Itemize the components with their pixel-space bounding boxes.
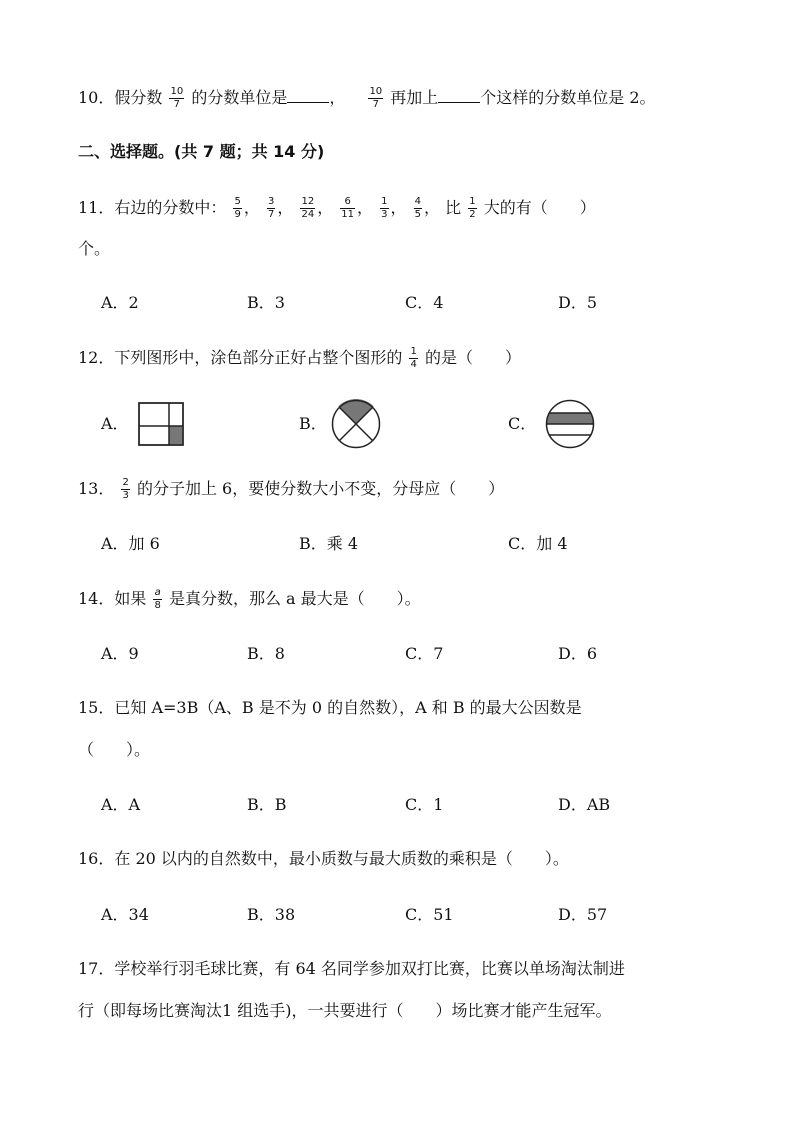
answer-blank[interactable] — [438, 88, 480, 103]
question-number: 15． — [78, 698, 115, 717]
fraction: $\frac{10}{7}$ — [369, 86, 383, 110]
circle-bands-figure-icon — [545, 399, 595, 449]
fraction: $\frac{1}{3}$ — [381, 196, 388, 220]
answer-blank[interactable] — [287, 88, 329, 103]
question-12: 12．下列图形中，涂色部分正好占整个图形的 $\frac{1}{4}$ 的是（ ） — [78, 346, 521, 370]
option-d[interactable]: D．6 — [558, 644, 598, 663]
question-number: 16． — [78, 849, 115, 868]
option-d[interactable]: D．5 — [558, 293, 598, 312]
option-b[interactable]: B．38 — [247, 905, 296, 924]
question-text: 个这样的分数单位是 2。 — [480, 88, 656, 107]
question-15-cont: （ ）。 — [78, 740, 151, 759]
option-b[interactable]: B．B — [247, 795, 287, 814]
option-c[interactable]: C．4 — [405, 293, 444, 312]
option-b[interactable]: B．8 — [247, 644, 285, 663]
question-text: 的分数单位是 — [191, 88, 288, 107]
option-a[interactable]: A．34 — [101, 905, 149, 924]
fraction: $\frac{a}{8}$ — [154, 587, 161, 611]
question-number: 14． — [78, 589, 115, 608]
option-a[interactable]: A．2 — [101, 293, 139, 312]
option-a[interactable]: A．加 6 — [101, 534, 160, 553]
question-11-cont: 个。 — [78, 239, 111, 258]
option-b[interactable]: B． — [299, 414, 327, 433]
option-b[interactable]: B．乘 4 — [299, 534, 359, 553]
question-15: 15．已知 A=3B（A、B 是不为 0 的自然数），A 和 B 的最大公因数是 — [78, 698, 582, 717]
question-11: 11．右边的分数中： $\frac{5}{9}$ ， $\frac{3}{7}$ ， $\frac{12}{24}$ ， $\frac{6}{11}$ ， $\frac{1}{3}$ ， $\frac{4}{5}$ ， 比 $\frac{1}{2}$ 大的有（ ） — [78, 196, 596, 220]
section-heading: 二、选择题。(共 7 题；共 14 分) — [78, 142, 325, 161]
question-17-cont: 行（即每场比赛淘汰1 组选手)，一共要进行（ ）场比赛才能产生冠军。 — [78, 1001, 612, 1020]
option-c[interactable]: C．1 — [405, 795, 444, 814]
option-c[interactable]: C． — [508, 414, 537, 433]
option-a[interactable]: A．A — [101, 795, 141, 814]
square-figure-icon — [138, 402, 184, 446]
option-b[interactable]: B．3 — [247, 293, 285, 312]
question-number: 12． — [78, 348, 115, 367]
fraction: $\frac{6}{11}$ — [341, 196, 355, 220]
question-13: 13． $\frac{2}{3}$ 的分子加上 6，要使分数大小不变，分母应（ ） — [78, 477, 505, 501]
fraction: $\frac{12}{24}$ — [301, 196, 315, 220]
question-16: 16．在 20 以内的自然数中，最小质数与最大质数的乘积是（ ）。 — [78, 849, 569, 868]
option-d[interactable]: D．57 — [558, 905, 608, 924]
option-d[interactable]: D．AB — [558, 795, 611, 814]
option-a[interactable]: A． — [101, 414, 129, 433]
fraction: $\frac{5}{9}$ — [234, 196, 241, 220]
fraction: $\frac{1}{2}$ — [469, 196, 476, 220]
fraction: $\frac{1}{4}$ — [410, 346, 417, 370]
question-number: 11． — [78, 198, 115, 217]
question-10: 10．假分数 $\frac{10}{7}$ 的分数单位是 ， $\frac{10}{7}$ 再加上 个这样的分数单位是 2。 — [78, 86, 656, 110]
option-c[interactable]: C．51 — [405, 905, 454, 924]
option-c[interactable]: C．加 4 — [508, 534, 568, 553]
option-c[interactable]: C．7 — [405, 644, 444, 663]
question-number: 10． — [78, 88, 115, 107]
circle-quarters-figure-icon — [331, 399, 381, 449]
question-number: 17． — [78, 959, 115, 978]
fraction: $\frac{3}{7}$ — [267, 196, 275, 220]
fraction: $\frac{2}{3}$ — [122, 477, 129, 501]
option-a[interactable]: A．9 — [101, 644, 139, 663]
question-17: 17．学校举行羽毛球比赛，有 64 名同学参加双打比赛，比赛以单场淘汰制进 — [78, 959, 625, 978]
fraction: $\frac{4}{5}$ — [414, 196, 421, 220]
question-text: 再加上 — [390, 88, 439, 107]
question-number: 13． — [78, 479, 115, 498]
question-14: 14．如果 $\frac{a}{8}$ 是真分数，那么 a 最大是（ ）。 — [78, 587, 421, 611]
fraction: $\frac{10}{7}$ — [170, 86, 184, 110]
question-text: 假分数 — [114, 88, 163, 107]
